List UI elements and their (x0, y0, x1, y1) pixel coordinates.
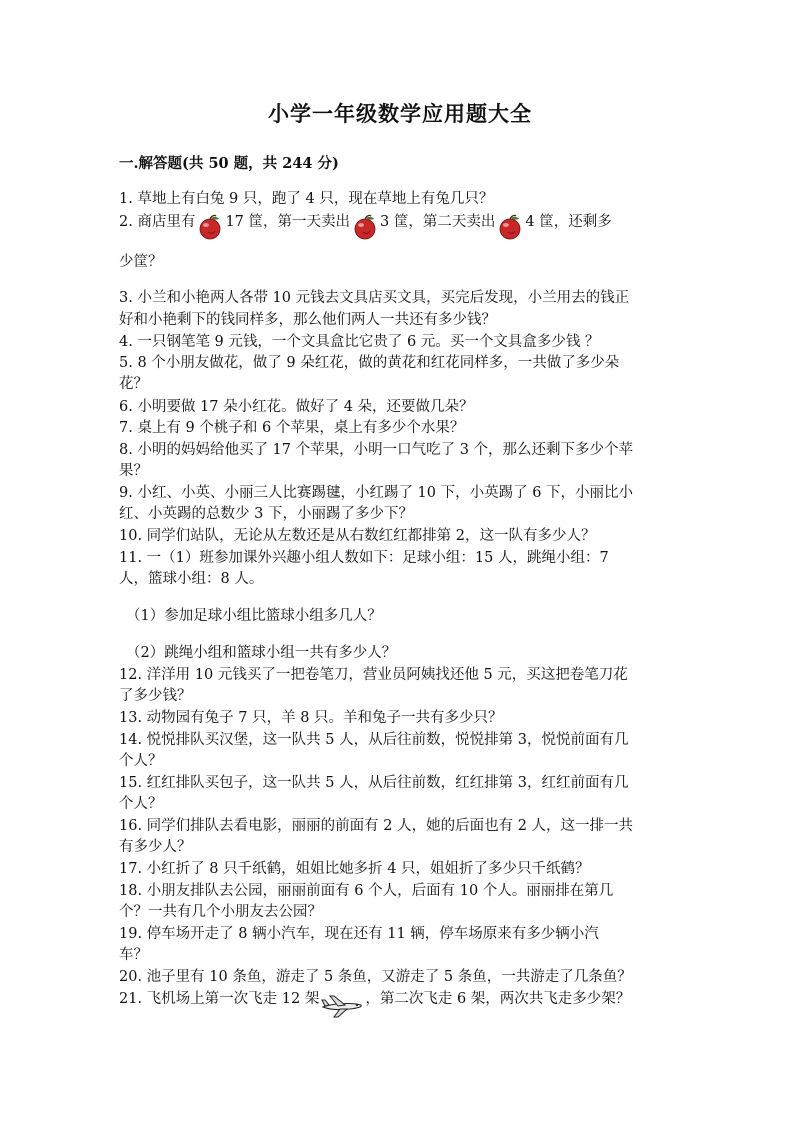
question-8-line-2: 果？ (119, 463, 148, 479)
question-18-line-2: 个？一共有几个小朋友去公园？ (119, 904, 322, 920)
question-2-continued: 少筐？ (119, 254, 163, 270)
question-13: 13. 动物园有兔子 7 只，羊 8 只。羊和兔子一共有多少只？ (119, 710, 503, 726)
airplane-icon (320, 993, 364, 1019)
question-5-line-1: 5. 8 个小朋友做花，做了 9 朵红花，做的黄花和红花同样多，一共做了多少朵 (119, 355, 620, 371)
question-19-line-1: 19. 停车场开走了 8 辆小汽车，现在还有 11 辆，停车场原来有多少辆小汽 (119, 926, 599, 942)
question-19-line-2: 车？ (119, 947, 148, 963)
question-2-part-d: 4 筐，还剩多 (525, 214, 612, 230)
question-3-line-1: 3. 小兰和小艳两人各带 10 元钱去文具店买文具，买完后发现，小兰用去的钱正 (119, 290, 630, 306)
question-14-line-2: 个人？ (119, 753, 163, 769)
question-21 (119, 987, 630, 1019)
question-15-line-1: 15. 红红排队买包子，这一队共 5 人，从后往前数，红红排第 3，红红前面有几 (119, 775, 629, 791)
apple-icon (496, 214, 524, 240)
question-11-sub-1: （1）参加足球小组比篮球小组多几人？ (126, 608, 382, 624)
question-8-line-1: 8. 小明的妈妈给他买了 17 个苹果，小明一口气吃了 3 个，那么还剩下多少个苹 (119, 442, 634, 458)
question-21-part-b: ，第二次飞走 6 架，两次共飞走多少架？ (365, 991, 631, 1007)
question-10: 10. 同学们站队，无论从左数还是从右数红红都排第 2，这一队有多少人？ (119, 528, 596, 544)
question-9-line-1: 9. 小红、小英、小丽三人比赛踢毽，小红踢了 10 下，小英踢了 6 下，小丽比小 (119, 485, 634, 501)
question-2 (119, 210, 612, 240)
question-9-line-2: 红、小英踢的总数少 3 下，小丽踢了多少下？ (119, 506, 413, 522)
question-16-line-2: 有多少人？ (119, 839, 192, 855)
question-11-sub-2: （2）跳绳小组和篮球小组一共有多少人？ (126, 645, 397, 661)
apple-icon (351, 214, 379, 240)
question-20: 20. 池子里有 10 条鱼，游走了 5 条鱼，又游走了 5 条鱼，一共游走了几条鱼？ (119, 969, 632, 985)
question-3-line-2: 好和小艳剩下的钱同样多，那么他们两人一共还有多少钱？ (119, 312, 496, 328)
page-title: 小学一年级数学应用题大全 (268, 101, 532, 126)
question-14-line-1: 14. 悦悦排队买汉堡，这一队共 5 人，从后往前数，悦悦排第 3，悦悦前面有几 (119, 732, 629, 748)
question-1: 1. 草地上有白兔 9 只，跑了 4 只，现在草地上有兔几只？ (119, 191, 494, 207)
apple-icon (196, 214, 224, 240)
question-11-line-1: 11. 一（1）班参加课外兴趣小组人数如下：足球小组：15 人，跳绳小组：7 (119, 550, 609, 566)
question-4: 4. 一只钢笔笔 9 元钱，一个文具盒比它贵了 6 元。买一个文具盒多少钱 ？ (119, 334, 600, 350)
question-6: 6. 小明要做 17 朵小红花。做好了 4 朵，还要做几朵？ (119, 399, 474, 415)
question-12-line-1: 12. 洋洋用 10 元钱买了一把卷笔刀，营业员阿姨找还他 5 元，买这把卷笔刀花 (119, 667, 628, 683)
question-7: 7. 桌上有 9 个桃子和 6 个苹果，桌上有多少个水果？ (119, 420, 465, 436)
question-5-line-2: 花？ (119, 376, 148, 392)
question-21-part-a: 21. 飞机场上第一次飞走 12 架 (119, 991, 320, 1007)
question-17: 17. 小红折了 8 只千纸鹤，姐姐比她多折 4 只，姐姐折了多少只千纸鹤？ (119, 861, 590, 877)
question-2-part-c: 3 筐，第二天卖出 (380, 214, 496, 230)
question-15-line-2: 个人？ (119, 796, 163, 812)
question-12-line-2: 了多少钱？ (119, 688, 192, 704)
question-11-line-2: 人，篮球小组：8 人。 (119, 571, 264, 587)
question-18-line-1: 18. 小朋友排队去公园，丽丽前面有 6 个人，后面有 10 个人。丽丽排在第几 (119, 883, 614, 899)
question-2-part-b: 17 筐，第一天卖出 (225, 214, 351, 230)
section-heading: 一.解答题(共 50 题，共 244 分) (119, 155, 339, 172)
question-16-line-1: 16. 同学们排队去看电影，丽丽的前面有 2 人，她的后面也有 2 人，这一排一共 (119, 818, 634, 834)
question-2-part-a: 2. 商店里有 (119, 214, 196, 230)
